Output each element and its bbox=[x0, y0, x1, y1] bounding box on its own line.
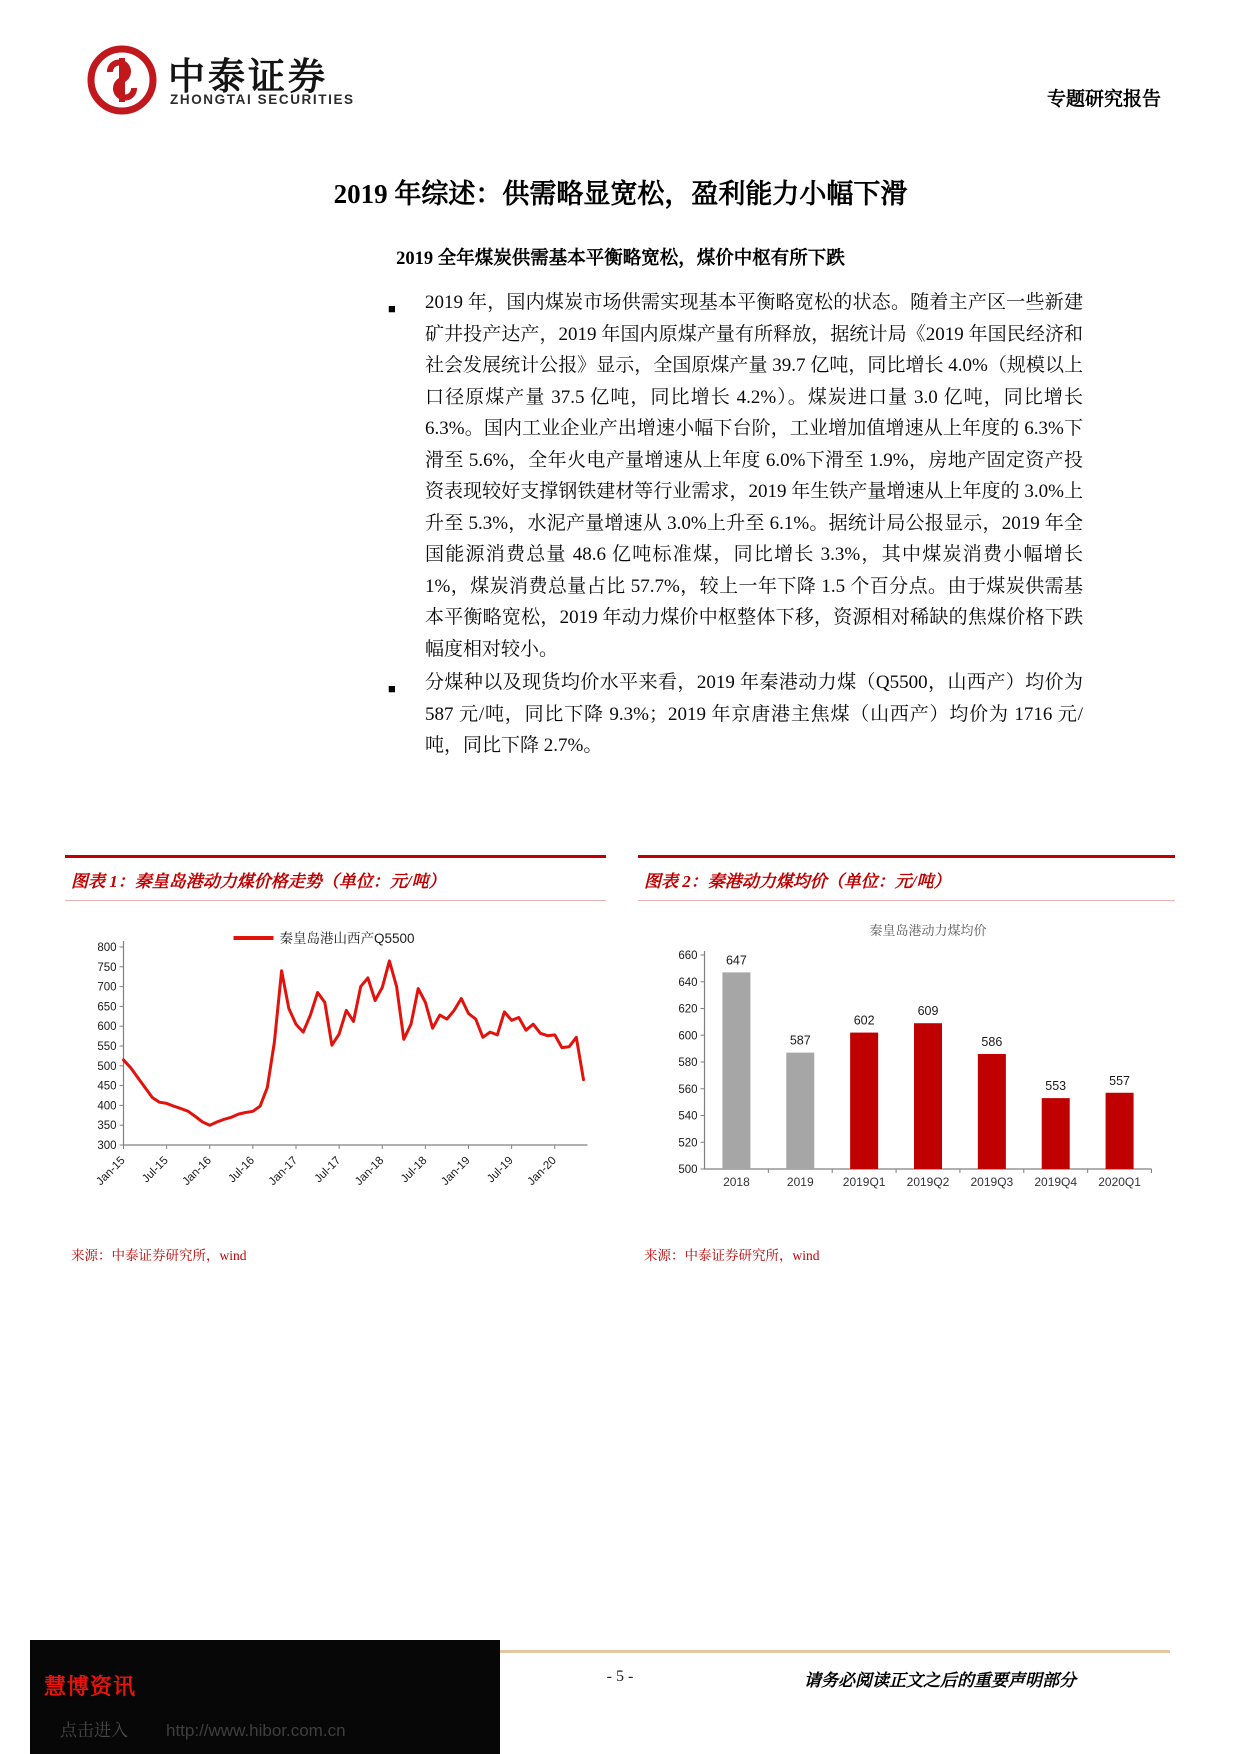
svg-text:Jan-17: Jan-17 bbox=[266, 1154, 301, 1188]
svg-text:600: 600 bbox=[97, 1021, 117, 1034]
figure-2-caption: 图表 2：秦港动力煤均价（单位：元/吨） bbox=[644, 872, 951, 891]
svg-text:Jul-18: Jul-18 bbox=[398, 1154, 430, 1186]
svg-text:400: 400 bbox=[97, 1100, 117, 1113]
svg-text:600: 600 bbox=[678, 1030, 698, 1043]
svg-text:秦皇岛港山西产Q5500: 秦皇岛港山西产Q5500 bbox=[279, 931, 415, 946]
bullet-text: 2019 年，国内煤炭市场供需实现基本平衡略宽松的状态。随着主产区一些新建矿井投产达产，2019 年国内原煤产量有所释放，据统计局《2019 年国民经济和社会发展统计公报》显示，全国原煤产量 39.7 亿吨，同比增长 4.0%（规模以上口径原煤产量 37.5 亿吨，同比增长 4.2%）。煤炭进口量 3.0 亿吨，同比增长 6.3%。国内工业企业产出增速小幅下台阶，工业增加值增速从上年度的 6.3%下滑至 5.6%，全年火电产量增速从上年度 6.0%下滑至 1.9%，房地产固定资产投资表现较好支撑钢铁建材等行业需求，2019 年生铁产量增速从上年度的 3.0%上升至 5.3%，水泥产量增速从 3.0%上升至 6.1%。据统计局公报显示，2019 年全国能源消费总量 48.6 亿吨标准煤，同比增长 3.3%，其中煤炭消费小幅增长 1%，煤炭消费总量占比 57.7%，较上一年下降 1.5 个百分点。由于煤炭供需基本平衡略宽松，2019 年动力煤价中枢整体下移，资源相对稀缺的焦煤价格下跌幅度相对较小。 bbox=[425, 292, 1083, 660]
line-chart bbox=[65, 917, 606, 1217]
figure-2-source: 来源：中泰证券研究所，wind bbox=[644, 1248, 820, 1263]
svg-text:602: 602 bbox=[853, 1013, 875, 1028]
page-number: - 5 - bbox=[606, 1668, 634, 1685]
figure-1-caption: 图表 1：秦皇岛港动力煤价格走势（单位：元/吨） bbox=[71, 872, 446, 891]
zhongtai-logo-icon bbox=[86, 44, 158, 116]
svg-text:586: 586 bbox=[981, 1034, 1003, 1049]
figure-1 bbox=[65, 855, 606, 1264]
bullet-paragraph-2 bbox=[388, 667, 1083, 762]
report-type-label: 专题研究报告 bbox=[1046, 89, 1161, 110]
svg-text:609: 609 bbox=[917, 1004, 939, 1019]
svg-text:647: 647 bbox=[725, 953, 747, 968]
svg-text:Jan-16: Jan-16 bbox=[180, 1154, 214, 1188]
figure-2 bbox=[638, 855, 1175, 1264]
hibor-action-label: 点击进入 bbox=[60, 1721, 128, 1740]
page-title: 2019 年综述：供需略显宽松，盈利能力小幅下滑 bbox=[333, 179, 908, 209]
svg-text:450: 450 bbox=[97, 1080, 117, 1093]
svg-text:Jan-19: Jan-19 bbox=[439, 1154, 473, 1188]
svg-text:2019Q1: 2019Q1 bbox=[842, 1175, 886, 1189]
svg-text:540: 540 bbox=[678, 1110, 698, 1123]
svg-text:350: 350 bbox=[97, 1120, 117, 1133]
svg-text:557: 557 bbox=[1109, 1073, 1131, 1088]
footer-divider bbox=[470, 1650, 1170, 1653]
svg-text:2019Q4: 2019Q4 bbox=[1034, 1175, 1078, 1189]
svg-text:500: 500 bbox=[97, 1060, 117, 1073]
bar-chart bbox=[638, 917, 1175, 1217]
svg-text:Jan-18: Jan-18 bbox=[353, 1154, 387, 1188]
svg-text:2019Q2: 2019Q2 bbox=[906, 1175, 950, 1189]
svg-text:700: 700 bbox=[97, 981, 117, 994]
svg-text:587: 587 bbox=[789, 1033, 811, 1048]
figure-2-caption-bar bbox=[638, 855, 1175, 901]
hibor-watermark bbox=[30, 1640, 500, 1754]
svg-text:秦皇岛港动力煤均价: 秦皇岛港动力煤均价 bbox=[869, 923, 987, 938]
svg-text:560: 560 bbox=[678, 1083, 698, 1096]
svg-text:580: 580 bbox=[678, 1057, 698, 1069]
svg-text:640: 640 bbox=[678, 976, 698, 989]
svg-text:660: 660 bbox=[678, 950, 698, 962]
bullet-marker: ■ bbox=[388, 301, 396, 316]
svg-text:2019Q3: 2019Q3 bbox=[970, 1175, 1014, 1189]
svg-text:620: 620 bbox=[678, 1003, 698, 1016]
svg-text:2020Q1: 2020Q1 bbox=[1098, 1175, 1141, 1189]
bullet-paragraph-1 bbox=[388, 287, 1083, 665]
svg-text:553: 553 bbox=[1045, 1079, 1067, 1094]
svg-text:550: 550 bbox=[97, 1041, 117, 1053]
bullet-text: 分煤种以及现货均价水平来看，2019 年秦港动力煤（Q5500，山西产）均价为 587 元/吨，同比下降 9.3%；2019 年京唐港主焦煤（山西产）均价为 1716 元/吨，同比下降 2.7%。 bbox=[425, 672, 1083, 756]
svg-text:Jul-17: Jul-17 bbox=[312, 1154, 344, 1186]
figure-1-source: 来源：中泰证券研究所，wind bbox=[71, 1248, 247, 1263]
hibor-url-link[interactable]: http://www.hibor.com.cn bbox=[166, 1721, 346, 1740]
svg-text:520: 520 bbox=[678, 1137, 698, 1150]
logo-text-cn: 中泰证券 bbox=[168, 56, 328, 97]
svg-text:Jul-19: Jul-19 bbox=[485, 1154, 516, 1186]
hibor-link-row bbox=[60, 1716, 346, 1741]
page-subtitle: 2019 全年煤炭供需基本平衡略宽松，煤价中枢有所下跌 bbox=[396, 249, 845, 269]
svg-text:Jul-15: Jul-15 bbox=[140, 1154, 171, 1186]
svg-text:2019: 2019 bbox=[786, 1175, 814, 1189]
footer-disclaimer: 请务必阅读正文之后的重要声明部分 bbox=[804, 1671, 1076, 1690]
figure-1-caption-bar bbox=[65, 855, 606, 901]
svg-text:650: 650 bbox=[97, 1001, 117, 1014]
svg-text:Jan-20: Jan-20 bbox=[525, 1154, 559, 1188]
logo-text-en: ZHONGTAI SECURITIES bbox=[170, 92, 355, 107]
svg-text:Jul-16: Jul-16 bbox=[226, 1154, 257, 1186]
svg-text:500: 500 bbox=[678, 1164, 698, 1176]
svg-text:2018: 2018 bbox=[723, 1175, 750, 1189]
svg-text:750: 750 bbox=[97, 961, 117, 974]
hibor-brand: 慧博资讯 bbox=[44, 1674, 137, 1699]
svg-text:800: 800 bbox=[97, 942, 117, 954]
svg-text:300: 300 bbox=[97, 1140, 117, 1152]
svg-text:Jan-15: Jan-15 bbox=[94, 1154, 128, 1188]
bullet-marker: ■ bbox=[388, 681, 396, 696]
